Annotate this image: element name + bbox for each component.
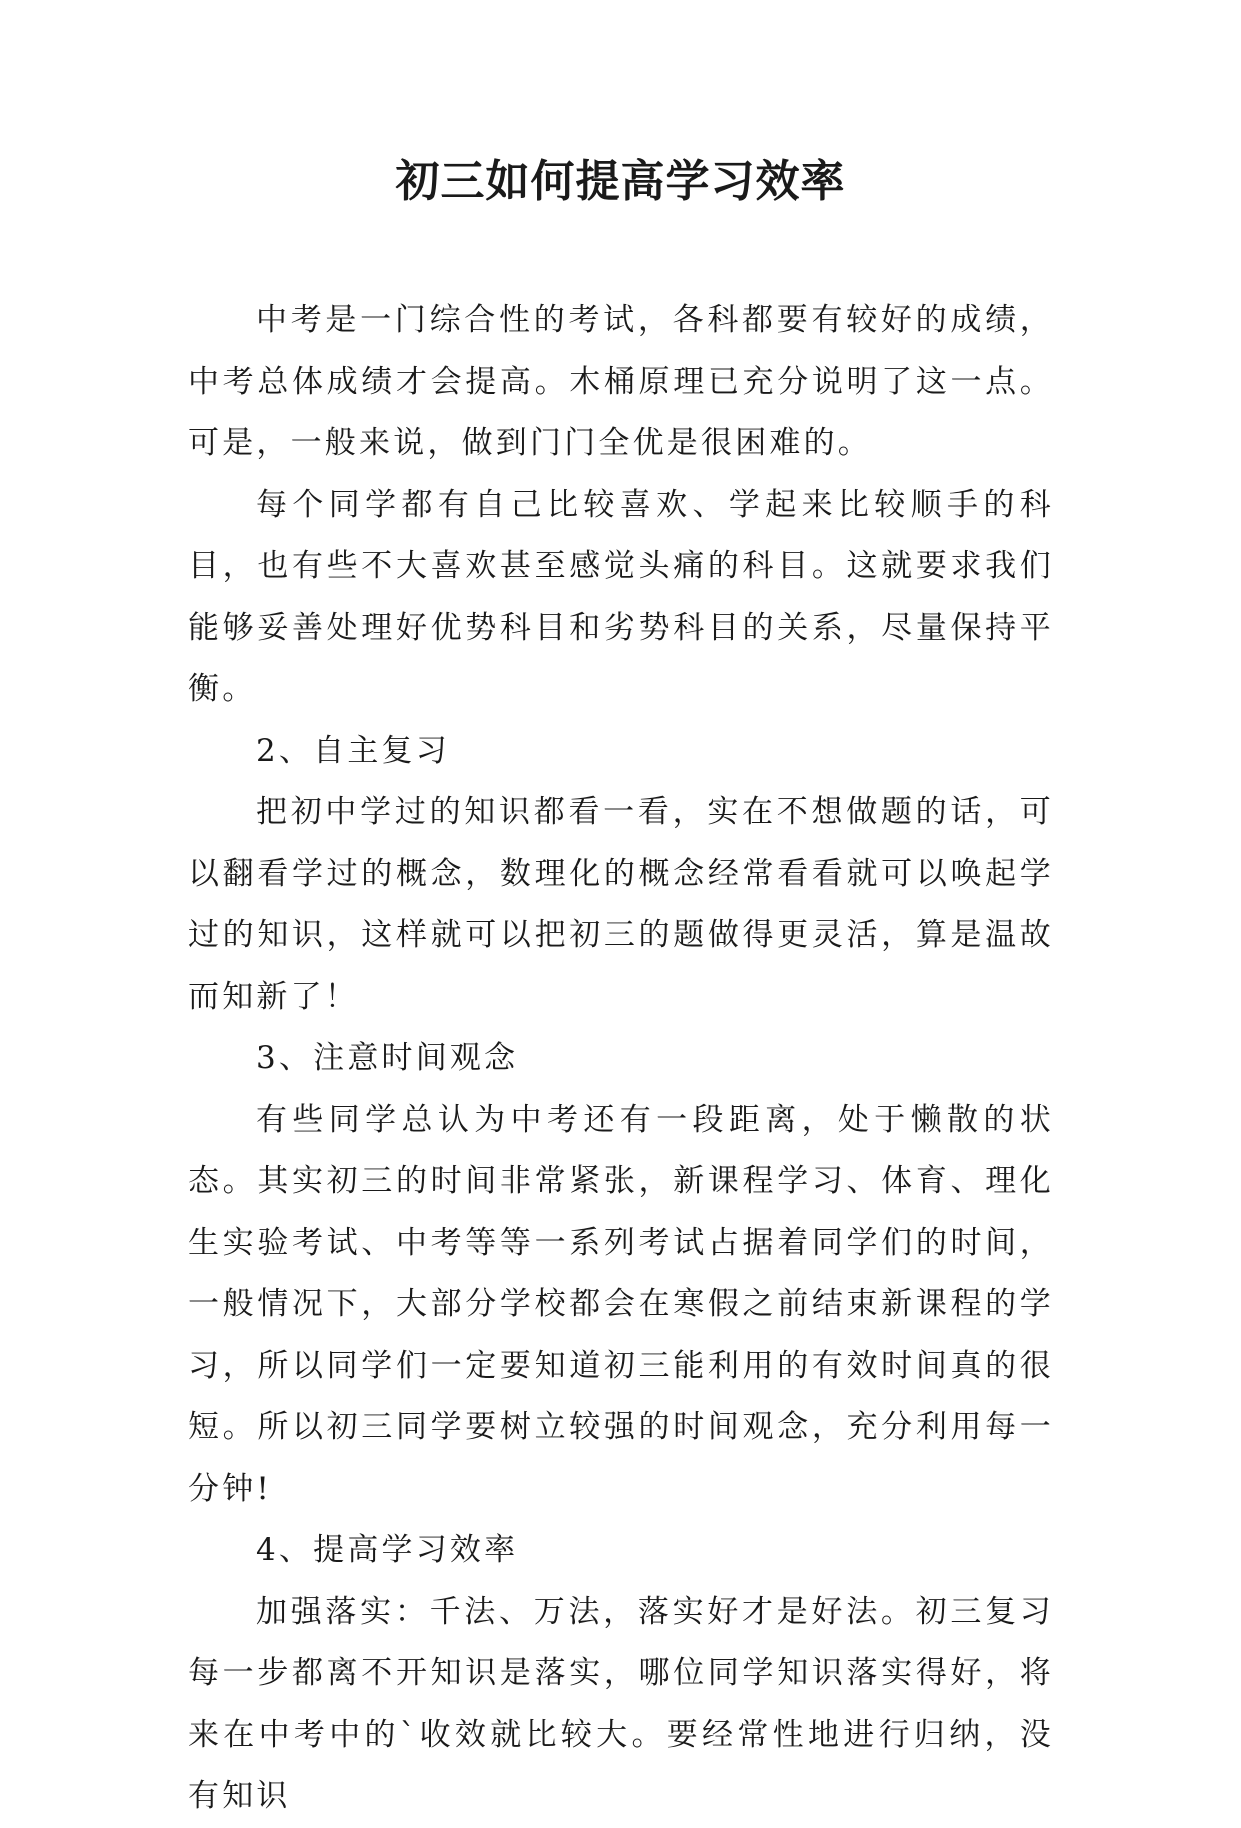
paragraph-study-efficiency: 加强落实：千法、万法，落实好才是好法。初三复习每一步都离不开知识是落实，哪位同学知识落实得好，将来在中考中的`收效就比较大。要经常性地进行归纳，没有知识: [188, 1593, 1054, 1814]
document-title: 初三如何提高学习效率: [395, 156, 846, 207]
paragraph-self-review: 把初中学过的知识都看一看，实在不想做题的话，可以翻看学过的概念，数理化的概念经常看看就可以唤起学过的知识，这样就可以把初三的题做得更灵活，算是温故而知新了！: [188, 794, 1054, 1015]
paragraph-intro: 中考是一门综合性的考试，各科都要有较好的成绩，中考总体成绩才会提高。木桶原理已充分说明了这一点。可是，一般来说，做到门门全优是很困难的。: [188, 302, 1054, 461]
section-heading-study-efficiency: 4、提高学习效率: [256, 1532, 519, 1568]
paragraph-balance-subjects: 每个同学都有自己比较喜欢、学起来比较顺手的科目，也有些不大喜欢甚至感觉头痛的科目。这就要求我们能够妥善处理好优势科目和劣势科目的关系，尽量保持平衡。: [188, 486, 1054, 707]
paragraph-time-management: 有些同学总认为中考还有一段距离，处于懒散的状态。其实初三的时间非常紧张，新课程学习、体育、理化生实验考试、中考等等一系列考试占据着同学们的时间，一般情况下，大部分学校都会在寒假之前结束新课程的学习，所以同学们一定要知道初三能利用的有效时间真的很短。所以初三同学要树立较强的时间观念，充分利用每一分钟!: [188, 1101, 1054, 1507]
section-heading-time-management: 3、注意时间观念: [256, 1040, 519, 1076]
section-heading-self-review: 2、自主复习: [256, 732, 450, 769]
document-body: [188, 290, 1054, 1828]
